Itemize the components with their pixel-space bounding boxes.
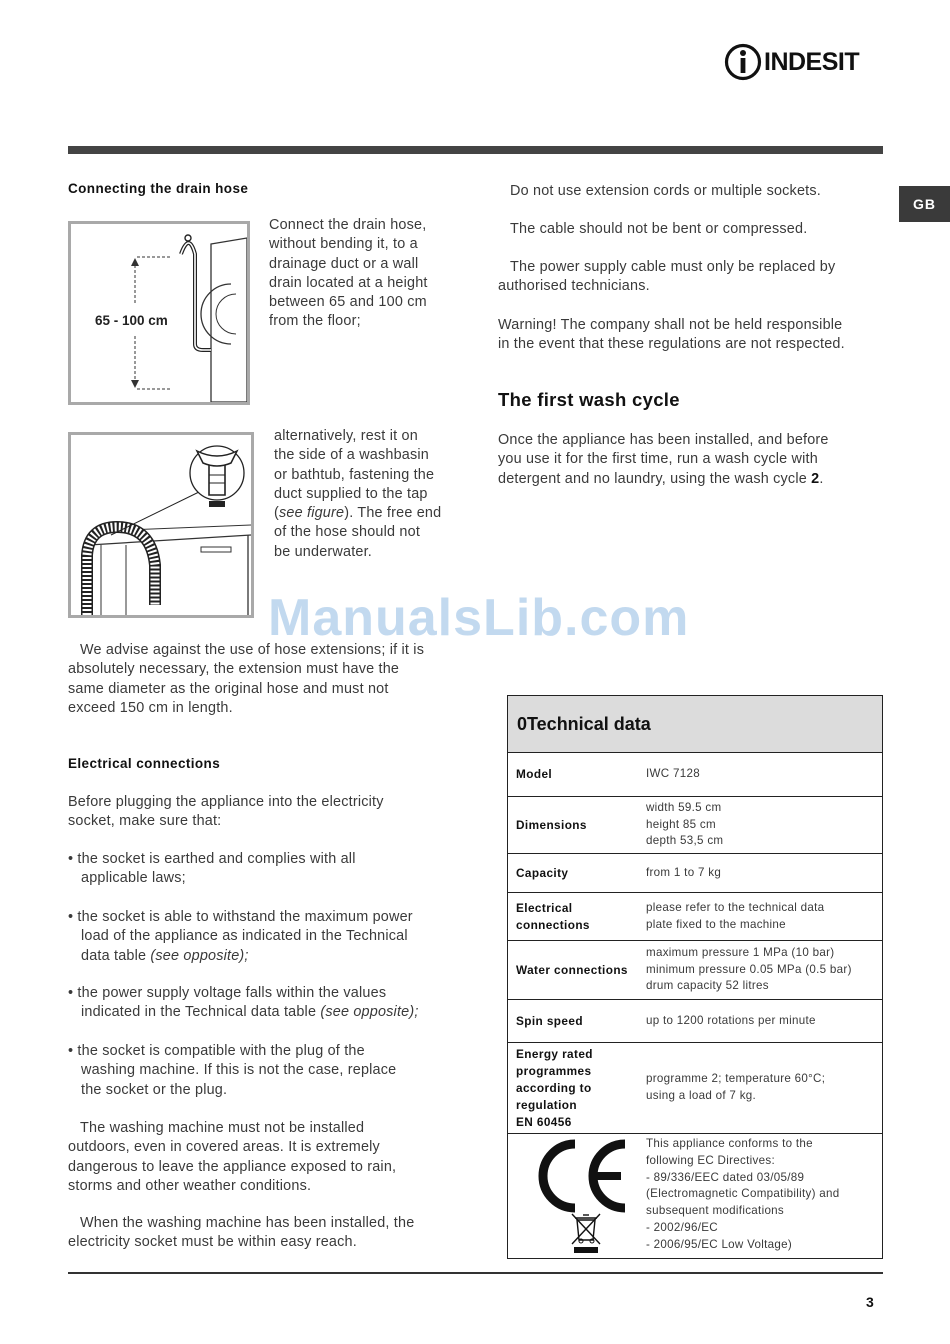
technical-data-table bbox=[507, 695, 883, 1259]
drain-height-figure bbox=[68, 221, 250, 405]
ce-mark-text bbox=[508, 1134, 509, 1135]
drain-hose-heading: Connecting the drain hose bbox=[68, 181, 249, 196]
electrical-intro: Before plugging the appliance into the electricity socket, make sure that: bbox=[68, 794, 384, 830]
extension-cords-note: Do not use extension cords or multiple sockets. bbox=[510, 183, 821, 199]
language-tab-label: GB bbox=[913, 196, 936, 212]
table-row: This appliance conforms to the following EC Directives: - 89/336/EEC dated 03/05/89 (Electromagnetic Compatibility) and subsequent modifications - 2002/96/EC - 2006/95/EC Low Voltage) bbox=[508, 1134, 882, 1257]
drain-height-label: 65 - 100 cm bbox=[95, 313, 168, 328]
language-tab bbox=[899, 186, 950, 222]
first-wash-heading: The first wash cycle bbox=[498, 389, 680, 410]
table-row: Dimensions width 59.5 cm height 85 cm depth 53,5 cm bbox=[508, 797, 882, 854]
electrical-heading: Electrical connections bbox=[68, 756, 221, 771]
outdoor-warning: The washing machine must not be installed outdoors, even in covered areas. It is extremely dangerous to leave the appliance exposed to rain, storms and other weather conditions. bbox=[68, 1120, 397, 1194]
weee-bin-icon bbox=[569, 1212, 603, 1254]
table-row: Water connections maximum pressure 1 MPa (10 bar) minimum pressure 0.05 MPa (0.5 bar) drum capacity 52 litres bbox=[508, 941, 882, 1000]
bullet-earthed: • the socket is earthed and complies with all applicable laws; bbox=[68, 851, 356, 887]
page-number: 3 bbox=[866, 1294, 874, 1310]
table-row: Model IWC 7128 bbox=[508, 753, 882, 797]
washbasin-instructions: alternatively, rest it on the side of a washbasin or bathtub, fastening the duct supplied to the tap (see figure). The free end of the hose should not be underwater. bbox=[274, 428, 442, 560]
indesit-logo-icon bbox=[724, 42, 762, 82]
washbasin-figure bbox=[68, 432, 254, 618]
table-row: Capacity from 1 to 7 kg bbox=[508, 854, 882, 893]
hose-extension-paragraph: We advise against the use of hose extensions; if it is absolutely necessary, the extension must have the same diameter as the original hose and must not exceed 150 cm in length. bbox=[68, 642, 425, 716]
socket-reach: When the washing machine has been installed, the electricity socket must be within easy reach. bbox=[68, 1215, 415, 1251]
bullet-plug: • the socket is compatible with the plug of the washing machine. If this is not the case, replace the socket or the plug. bbox=[68, 1043, 397, 1098]
top-rule bbox=[68, 146, 883, 154]
table-row: Energy rated programmes according to regulation EN 60456 programme 2; temperature 60°C; using a load of 7 kg. bbox=[508, 1043, 882, 1134]
brand-name: INDESIT bbox=[764, 48, 860, 76]
bottom-rule bbox=[68, 1272, 883, 1274]
cable-bend-note: The cable should not be bent or compressed. bbox=[510, 221, 808, 237]
bullet-power-load: • the socket is able to withstand the maximum power load of the appliance as indicated in the Technical data table (see opposite); bbox=[68, 909, 413, 964]
bullet-voltage: • the power supply voltage falls within the values indicated in the Technical data table (see opposite); bbox=[68, 985, 419, 1021]
technical-data-title: 0Technical data bbox=[508, 696, 882, 753]
watermark: ManualsLib.com bbox=[268, 589, 690, 647]
brand-logo bbox=[724, 42, 884, 82]
responsibility-warning: Warning! The company shall not be held responsible in the event that these regulations are not respected. bbox=[498, 317, 845, 353]
table-row: Electrical connections please refer to the technical data plate fixed to the machine bbox=[508, 893, 882, 941]
cable-replace-note: The power supply cable must only be replaced by authorised technicians. bbox=[498, 259, 836, 295]
ce-mark-icon bbox=[535, 1138, 631, 1214]
table-row: Spin speed up to 1200 rotations per minute bbox=[508, 1000, 882, 1043]
washbasin-hose-illustration bbox=[71, 435, 251, 615]
first-wash-paragraph: Once the appliance has been installed, and before you use it for the first time, run a wash cycle with detergent and no laundry, using the wash cycle 2. bbox=[498, 432, 829, 487]
drain-hose-instructions: Connect the drain hose, without bending it, to a drainage duct or a wall drain located at a height between 65 and 100 cm from the floor; bbox=[269, 217, 428, 330]
